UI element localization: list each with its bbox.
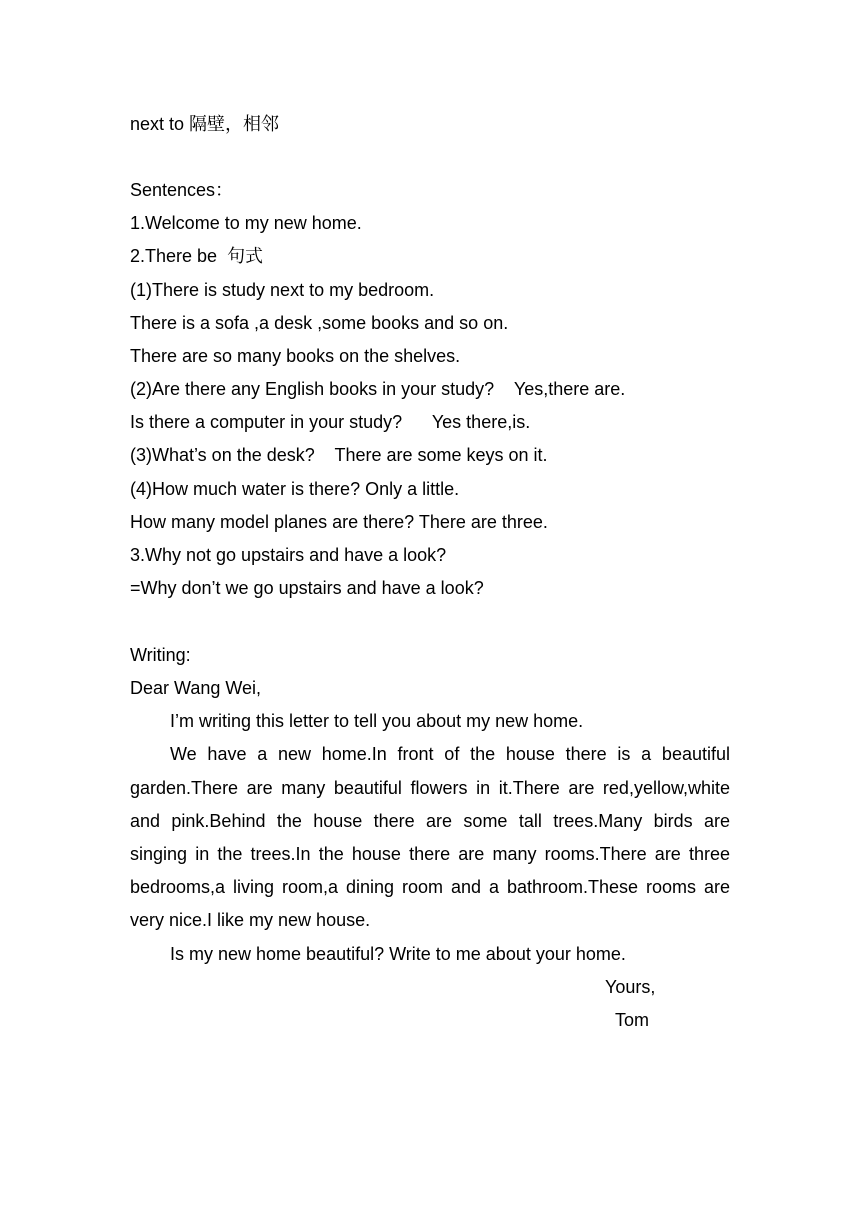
- letter-paragraph-2-line: bedrooms,a living room,a dining room and a bathroom.These rooms are: [130, 877, 730, 897]
- sentence-item: Is there a computer in your study? Yes there,is.: [130, 412, 531, 432]
- letter-paragraph-3: Is my new home beautiful? Write to me about your home.: [170, 944, 626, 964]
- sentence-1: 1.Welcome to my new home.: [130, 213, 362, 233]
- writing-heading: Writing:: [130, 645, 191, 665]
- letter-closing: Yours,: [605, 977, 656, 997]
- letter-paragraph-2-last-line: very nice.I like my new house.: [130, 910, 371, 930]
- letter-paragraph-2-line: We have a new home.In front of the house there is a beautiful: [170, 744, 730, 764]
- sentence-2-text: 2.There be: [130, 246, 228, 266]
- sentence-2: [130, 244, 263, 268]
- letter-paragraph-1: I’m writing this letter to tell you about my new home.: [170, 711, 584, 731]
- sentence-item: There is a sofa ,a desk ,some books and so on.: [130, 313, 509, 333]
- vocab-line: [130, 112, 279, 136]
- sentences-heading: Sentences：: [130, 180, 234, 200]
- sentence-item: (4)How much water is there? Only a little.: [130, 479, 460, 499]
- letter-salutation: Dear Wang Wei,: [130, 678, 262, 698]
- sentence-item: How many model planes are there? There are three.: [130, 512, 548, 532]
- sentence-item: There are so many books on the shelves.: [130, 346, 461, 366]
- letter-paragraph-2-line: and pink.Behind the house there are some tall trees.Many birds are: [130, 811, 730, 831]
- sentence-item: =Why don’t we go upstairs and have a look?: [130, 578, 484, 598]
- letter-paragraph-2-line: singing in the trees.In the house there are many rooms.There are three: [130, 844, 730, 864]
- sentence-item: (1)There is study next to my bedroom.: [130, 280, 435, 300]
- sentence-item: 3.Why not go upstairs and have a look?: [130, 545, 447, 565]
- sentence-item: (2)Are there any English books in your study? Yes,there are.: [130, 379, 626, 399]
- letter-signature: Tom: [615, 1010, 650, 1030]
- sentence-2-cn: 句式: [227, 246, 264, 267]
- sentence-item: (3)What’s on the desk? There are some keys on it.: [130, 445, 548, 465]
- vocab-term: next to: [130, 114, 190, 134]
- letter-paragraph-2-line: garden.There are many beautiful flowers in it.There are red,yellow,white: [130, 778, 730, 798]
- vocab-meaning: 隔壁，相邻: [189, 114, 280, 135]
